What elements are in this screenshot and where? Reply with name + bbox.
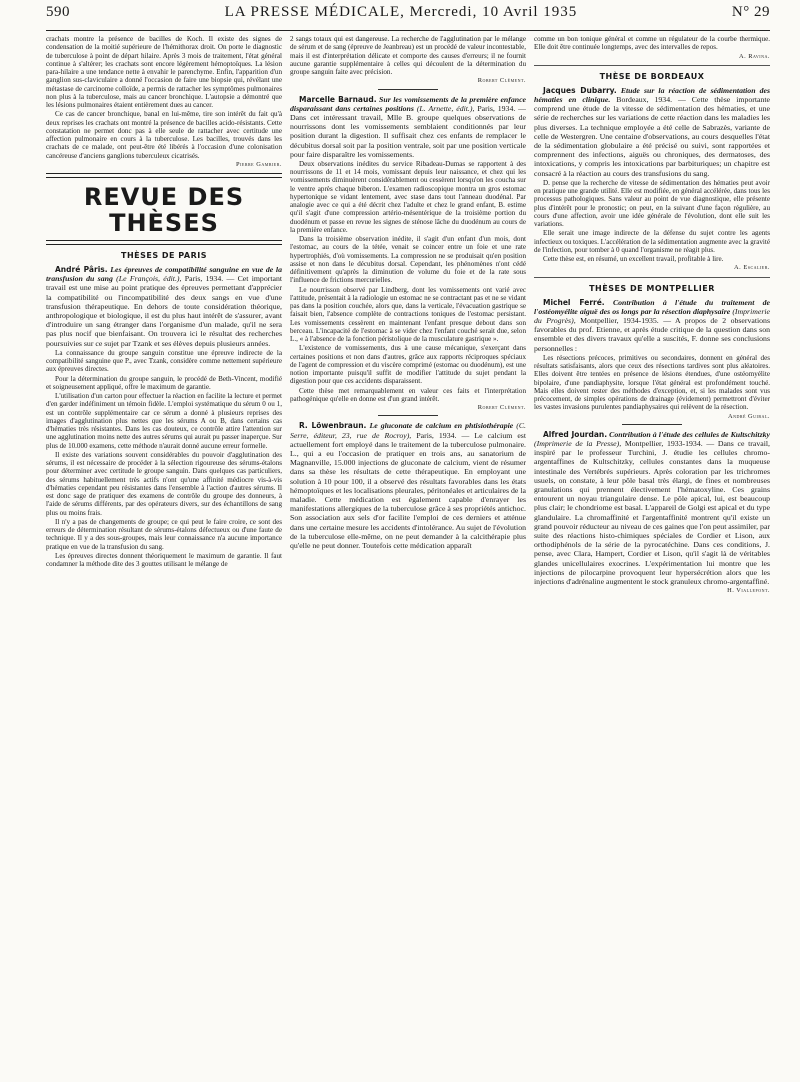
thesis-title: Les épreuves de compatibilité sanguine en vue de la transfusion du sang — [46, 265, 282, 284]
article-paragraph: Les résections précoces, primitives ou secondaires, donnent en général des résultats satisfaisants, alors que ceux des résections tardives sont plus aléatoires. Elles doivent être tentées en présence de lésions étendues, d'une ostéomyélite bipolaire, d'une pandiaphysite, lorsque l'état général est profondément touché. Mais elles doivent rester des méthodes d'exception, et, si les malades sont vus précocement, de simples opérations de drainage (évidement) permettront d'éviter les vastes invasions purulentes pandiaphysaires qui relèvent de la résection. — [534, 353, 770, 412]
thesis-publisher: (Imprimerie du Progrès), — [534, 306, 770, 325]
author-signature: A. Ravina. — [738, 52, 770, 60]
thesis-publisher: (Imprimerie de la Presse), — [534, 438, 622, 448]
author-signature: Robert Clément. — [477, 404, 526, 412]
article-paragraph: Elle serait une image indirecte de la défense du sujet contre les agents infectieux ou toxiques. L'accélération de la sédimentation augmente avec la gravité de l'infection, pour tomber à 0 quand l'organisme ne réagit plus. — [534, 229, 770, 254]
thesis-publisher: (L. Arnette, édit.), — [416, 103, 475, 113]
thesis-text: Montpellier, 1933-1934. — Dans ce travail, inspiré par le professeur Turchini, J. étudie les cellules chromo-argentaffines de Kultschitzky, cellules constantes dans la muqueuse intestinale des Vertébrés supérieurs. Après coloration par les trichromes usuels, on constate, à leur pôle basal très élargi, de fines et nombreuses granulations qui prennent électivement l'hématoxyline. Ces grains entourent un noyau triangulaire dense. Le pôle apical, lui, est beaucoup plus clair; le chondriome est basal. L'appareil de Golgi est apical et du type glandulaire. La chromaffinité et l'argentaffinité montrent qu'il existe un grand pouvoir réducteur au niveau de ces gaines que l'on peut assimiler, par suite des réactions histo-chimiques spéciales de Cordier et Lison, aux orthodiphénols de la série de la pyrocatéchine. Dans ces conditions, J. pense, avec Clara, Hampert, Cordier et Lison, qu'il s'agit là de véritables glandes unicellulaires exocrines. L'expérimentation lui montre que les injections de pilocarpine provoquent leur hypersécrétion alors que les injections d'adrénaline augmentent le stock granuleux chromo-argentaffiné. — [534, 438, 771, 586]
column-2 — [290, 35, 526, 598]
article-paragraph: Cette thèse met remarquablement en valeur ces faits et l'interprétation pathogénique qu'elle en donne est d'un grand intérêt. — [290, 386, 526, 403]
author-signature: H. Viallefont. — [727, 587, 770, 595]
article-paragraph: La connaissance du groupe sanguin constitue une épreuve indirecte de la compatibilité sanguine que P., avec Tzank, considère comme nettement supérieure aux épreuves directes. — [46, 348, 282, 374]
thesis-text: Montpellier, 1934-1935. — A propos de 2 observations favorables du prof. Etienne, et après étude critique de la question dans son ensemble et des divers travaux qu'elle a suscités, F. donne ses conclusions personnelles : — [534, 315, 770, 353]
columns — [46, 35, 770, 598]
article-paragraph: Les épreuves directes donnent théoriquement le maximum de garantie. Il faut condamner la méthode dite des 3 gouttes utilisant le mélange de — [46, 551, 282, 569]
thesis-author: Jacques Dubarry. — [543, 85, 617, 95]
author-signature: Robert Clément. — [477, 77, 526, 85]
thesis-text: Paris, 1934. — Dans cet intéressant travail, Mlle B. groupe quelques observations de nourrissons dont les vomissements semblaient conditionnés par leur position durant la digestion. Il suffisait chez ces enfants de remplacer le décubitus dorsal soit par la position ventrale, soit par une position verticale pour faire disparaître les vomissements. — [290, 103, 526, 159]
thesis-publisher: (Le François, édit.), — [116, 274, 182, 284]
section-rule — [46, 173, 282, 178]
author-signature: A. Escalier. — [734, 264, 770, 272]
article-paragraph: Il existe des variations souvent considérables du pouvoir d'agglutination des sérums, il est nécessaire de procéder à la sélection rigoureuse des sérums-étalons pour déterminer avec certitude le groupe sanguin. Dans quelques cas particuliers, des sérums habituellement très actifs n'ont qu'une affinité médiocre vis-à-vis d'hématies cependant peu résistantes dans l'ensemble à l'action d'autres sérums. Il est donc sage de pratiquer des examens de contrôle du groupe des donneurs, à l'aide de sérums différents, par des opérateurs divers, sur des échantillons de sang plus ou moins frais. — [46, 450, 282, 517]
thesis-entry — [290, 95, 526, 159]
page-number: 590 — [46, 4, 70, 20]
article-paragraph: crachats montre la présence de bacilles de Koch. Il existe des signes de condensation de la moitié supérieure de l'hémithorax droit. On porte le diagnostic de tuberculose à point de départ hilaire. Après 3 mois de traitement, l'état général continue à s'altérer; les crachats sont encore légèrement hémoptoïques. La lésion para-hilaire a une tendance nette à envahir le parenchyme. Enfin, l'apparition d'un ganglion sus-claviculaire a donné l'occasion de faire une biopsie qui, révélant une métastase de carcinome colloïde, a permis de rattacher les symptômes pulmonaires non plus à la tuberculose, mais au cancer bronchique. L'autopsie a démontré que les lésions pulmonaires étaient entièrement dues au cancer. — [46, 35, 282, 109]
thesis-author: Michel Ferré. — [543, 297, 605, 307]
section-heading-montpellier: THÈSES DE MONTPELLIER — [589, 283, 715, 293]
revue-title: REVUE DES THÈSES — [83, 183, 245, 237]
issue-number: N° 29 — [731, 4, 770, 20]
thesis-entry — [534, 298, 770, 353]
thesis-text: Bordeaux, 1934. — Cette thèse importante comprend une étude de la vitesse de sédimentation des hématies, et une série de recherches sur les variations de cette réaction dans les maladies les plus diverses. La technique employée a été celle de Sabrazès, variante de celle de Westergren. Une centaine d'observations, au cours desquelles l'état de la sédimentation globulaire a été précisé ou suivi, sont rapportées et comprennent des infections, aiguës ou chroniques, des dermatoses, des intoxications, y compris les intoxications par barbituriques; un chapitre est consacré à la réaction au cours des transfusions du sang. — [534, 94, 770, 178]
thesis-author: Alfred Jourdan. — [543, 429, 608, 439]
column-3 — [534, 35, 770, 598]
thesis-title: Etude sur la réaction de sédimentation des hématies en clinique. — [534, 85, 771, 104]
article-paragraph: Le nourrisson observé par Lindberg, dont les vomissements ont varié avec l'attitude, présentait à la radiologie un estomac ne se contractant pas et ne se vidant pas dans la position couchée, alors que, dans la verticale, l'évacuation gastrique se faisait bien, l'absence complète de contractions toniques de l'estomac persistant. Les vomissements cessèrent en maintenant l'enfant presque debout dans son berceau. L'incapacité de l'estomac à se vider chez l'enfant couché serait due, selon L., « à l'absence de la fonction péristolique de la musculature gastrique ». — [290, 285, 526, 344]
divider — [534, 65, 770, 66]
divider — [378, 89, 438, 90]
thesis-title: Contribution à l'étude des cellules de Kultschitzky — [609, 429, 770, 439]
thesis-entry — [46, 265, 282, 348]
thesis-title: Le gluconate de calcium en phtisiothérapie — [369, 421, 514, 431]
section-rule — [46, 240, 282, 245]
article-paragraph: Cette thèse est, en résumé, un excellent travail, profitable à lire. — [543, 255, 724, 264]
article-paragraph: Dans la troisième observation inédite, il s'agit d'un enfant d'un mois, dont l'estomac, au cours de la tétée, venait se coincer entre un foie et une rate hypertrophiés, d'où vomissements. La compression ne se produisait qu'en position assise et non dans le décubitus dorsal. Cependant, les phénomènes n'ont cédé définitivement qu'après la diminution de volume du foie et de la rate sous l'influence de frictions mercurielles. — [290, 235, 526, 285]
article-paragraph: L'existence de vomissements, dus à une cause mécanique, s'exerçant dans certaines positions et non dans d'autres, grâce aux rapports réciproques spéciaux de l'agent de compression et du viscère comprimé (estomac ou duodénum), est une notion importante puisqu'il suffit de modifier l'attitude du sujet pendant la digestion pour que ces accidents disparaissent. — [290, 344, 526, 386]
article-paragraph: D. pense que la recherche de vitesse de sédimentation des hématies peut avoir en pratique une grande utilité. Elle est modifiée, en général accélérée, dans tous les processus pathologiques. Sans valeur au point de vue diagnostique, elle présente plus d'intérêt pour le pronostic; on peut, en la suivant d'une façon régulière, au cours d'une affection, avoir une idée générale de l'évolution, dont elle suit les variations. — [534, 178, 770, 229]
article-paragraph: Ce cas de cancer bronchique, banal en lui-même, tire son intérêt du fait qu'à deux reprises les crachats ont montré la présence de bacilles acido-résistants. Cette constatation ne permet donc pas à elle seule de rattacher avec certitude une affection pulmonaire en cours à la tuberculose. Les bacilles, trouvés dans les crachats de ce malade, ont peut-être été libérés à l'occasion d'une colonisation cancéreuse d'anciens ganglions tuberculeux cicatrisés. — [46, 110, 282, 160]
thesis-entry — [290, 421, 526, 550]
author-signature: Pierre Gambier. — [236, 160, 282, 168]
divider — [534, 277, 770, 278]
article-paragraph: comme un bon tonique général et comme un régulateur de la courbe thermique. Elle doit être continuée longtemps, avec des intervalles de repos. — [534, 35, 770, 52]
thesis-entry — [534, 430, 770, 586]
thesis-author: André Pâris. — [55, 265, 108, 274]
author-signature: André Guibal. — [727, 412, 770, 420]
article-paragraph: Deux observations inédites du service Ribadeau-Dumas se rapportent à des nourrissons de 11 et 14 mois, vomissant depuis leur naissance, et chez qui les vomissements diminuèrent considérablement ou cessèrent lorsqu'on les coucha sur le ventre après chaque biberon. L'examen radioscopique montra un gros estomac hypertonique se vidant lentement, avec stase dans tout l'anneau duodénal. Par analogie avec ce qui a été décrit chez l'adulte et chez le grand enfant, B. estime qu'il s'agit d'une compression artério-mésentérique de la troisième portion du duodénum et passe en revue les signes de sténose lâche du duodénum au cours de la première enfance. — [290, 159, 526, 234]
divider — [378, 415, 438, 416]
thesis-title: Sur les vomissements de la première enfance disparaissant dans certaines positions — [290, 94, 526, 113]
article-paragraph: Pour la détermination du groupe sanguin, le procédé de Beth-Vincent, modifié et soigneusement appliqué, offre le maximum de garantie. — [46, 374, 282, 391]
masthead: LA PRESSE MÉDICALE, Mercredi, 10 Avril 1935 — [224, 4, 578, 20]
section-heading-bordeaux: THÈSE DE BORDEAUX — [599, 71, 705, 81]
article-paragraph: Il n'y a pas de changements de groupe; ce qui peut le faire croire, ce sont des erreurs de détermination résultant de sérums-étalons défectueux ou d'une faute de technique. Il y a des sous-groupes, mais leur connaissance n'a aucune importance pratique en vue de la transfusion du sang. — [46, 517, 282, 551]
article-paragraph: 2 sangs totaux qui est dangereuse. La recherche de l'agglutination par le mélange de sérum et de sang (épreuve de Jeanbreau) est un procédé de valeur incontestable, mais il est d'interprétation délicate et comporte des causes d'erreurs; il ne fournit aucune garantie supplémentaire à celles qui découlent de la détermination du groupe sanguin faite avec précision. — [290, 35, 526, 76]
thesis-entry — [534, 86, 770, 178]
section-heading-paris: THÈSES DE PARIS — [121, 251, 207, 260]
thesis-author: Marcelle Barnaud. — [299, 94, 377, 104]
thesis-text: Paris, 1934. — Cet important travail est une mise au point pratique des épreuves permettant d'apprécier la compatibilité ou l'incompatibilité des deux sangs en vue d'une transfusion thérapeutique. En dehors de toute considération théorique, anthropologique et biologique, il est du plus haut intérêt de s'assurer, avant d'introduire un sang étranger dans l'organisme d'un malade, qu'il ne sera pas plus nocif que bienfaisant. On trouvera ici le résultat des recherches poursuivies sur ce sujet par Tzank et ses élèves depuis plusieurs années. — [46, 274, 283, 348]
article-paragraph: L'utilisation d'un carton pour effectuer la réaction en facilite la lecture et permet d'en garder indéfiniment un témoin fidèle. L'emploi systématique du sérum 0 ou 1, est un contrôle supplémentaire car ce sérum a donné à plusieurs reprises des images d'agglutination plus nettes que les sérums A ou B, dans certains cas d'hématies très résistantes. Dans les cas douteux, ce contrôle attire l'attention sur une agglutination moins nette des autres sérums qui aurait pu passer inaperçue. Sur plus de 10.000 examens, cette méthode n'aurait donné aucune erreur formelle. — [46, 392, 282, 450]
thesis-title: Contribution à l'étude du traitement de l'ostéomyélite aiguë des os longs par la résection diaphysaire — [534, 297, 770, 316]
thesis-text: Paris, 1934. — Le calcium est actuellement fort employé dans le traitement de la tuberculose pulmonaire. L., qui a eu l'occasion de pratiquer en trois ans, au sanatorium de Magnanville, 15.000 injections de gluconate de calcium, vient de résumer dans sa thèse les résultats de cette thérapeutique. En employant une solution à 10 pour 100, il a observé des résultats favorables dans les états hémoptoïques et les localisations pleurales, péritonéales et articulaires de la maladie. Cette médication est également capable d'enrayer les manifestations allergiques de la tuberculose grâce à ses propriétés antichoc. Son association aux sels d'or facilite l'emploi de ces derniers et atténue dans une certaine mesure les accidents d'intolérance. Au sujet de l'évolution de la tuberculose elle-même, on ne peut demander à la calcithérapie plus qu'elle ne peut donner. Toutefois cette médication apparaît — [290, 430, 527, 551]
page-header — [46, 4, 770, 31]
thesis-author: R. Löwenbraun. — [299, 421, 367, 431]
divider — [622, 424, 682, 425]
column-1 — [46, 35, 282, 598]
thesis-publisher: (C. Serre, éditeur, 23, rue de Rocroy), — [290, 421, 526, 440]
